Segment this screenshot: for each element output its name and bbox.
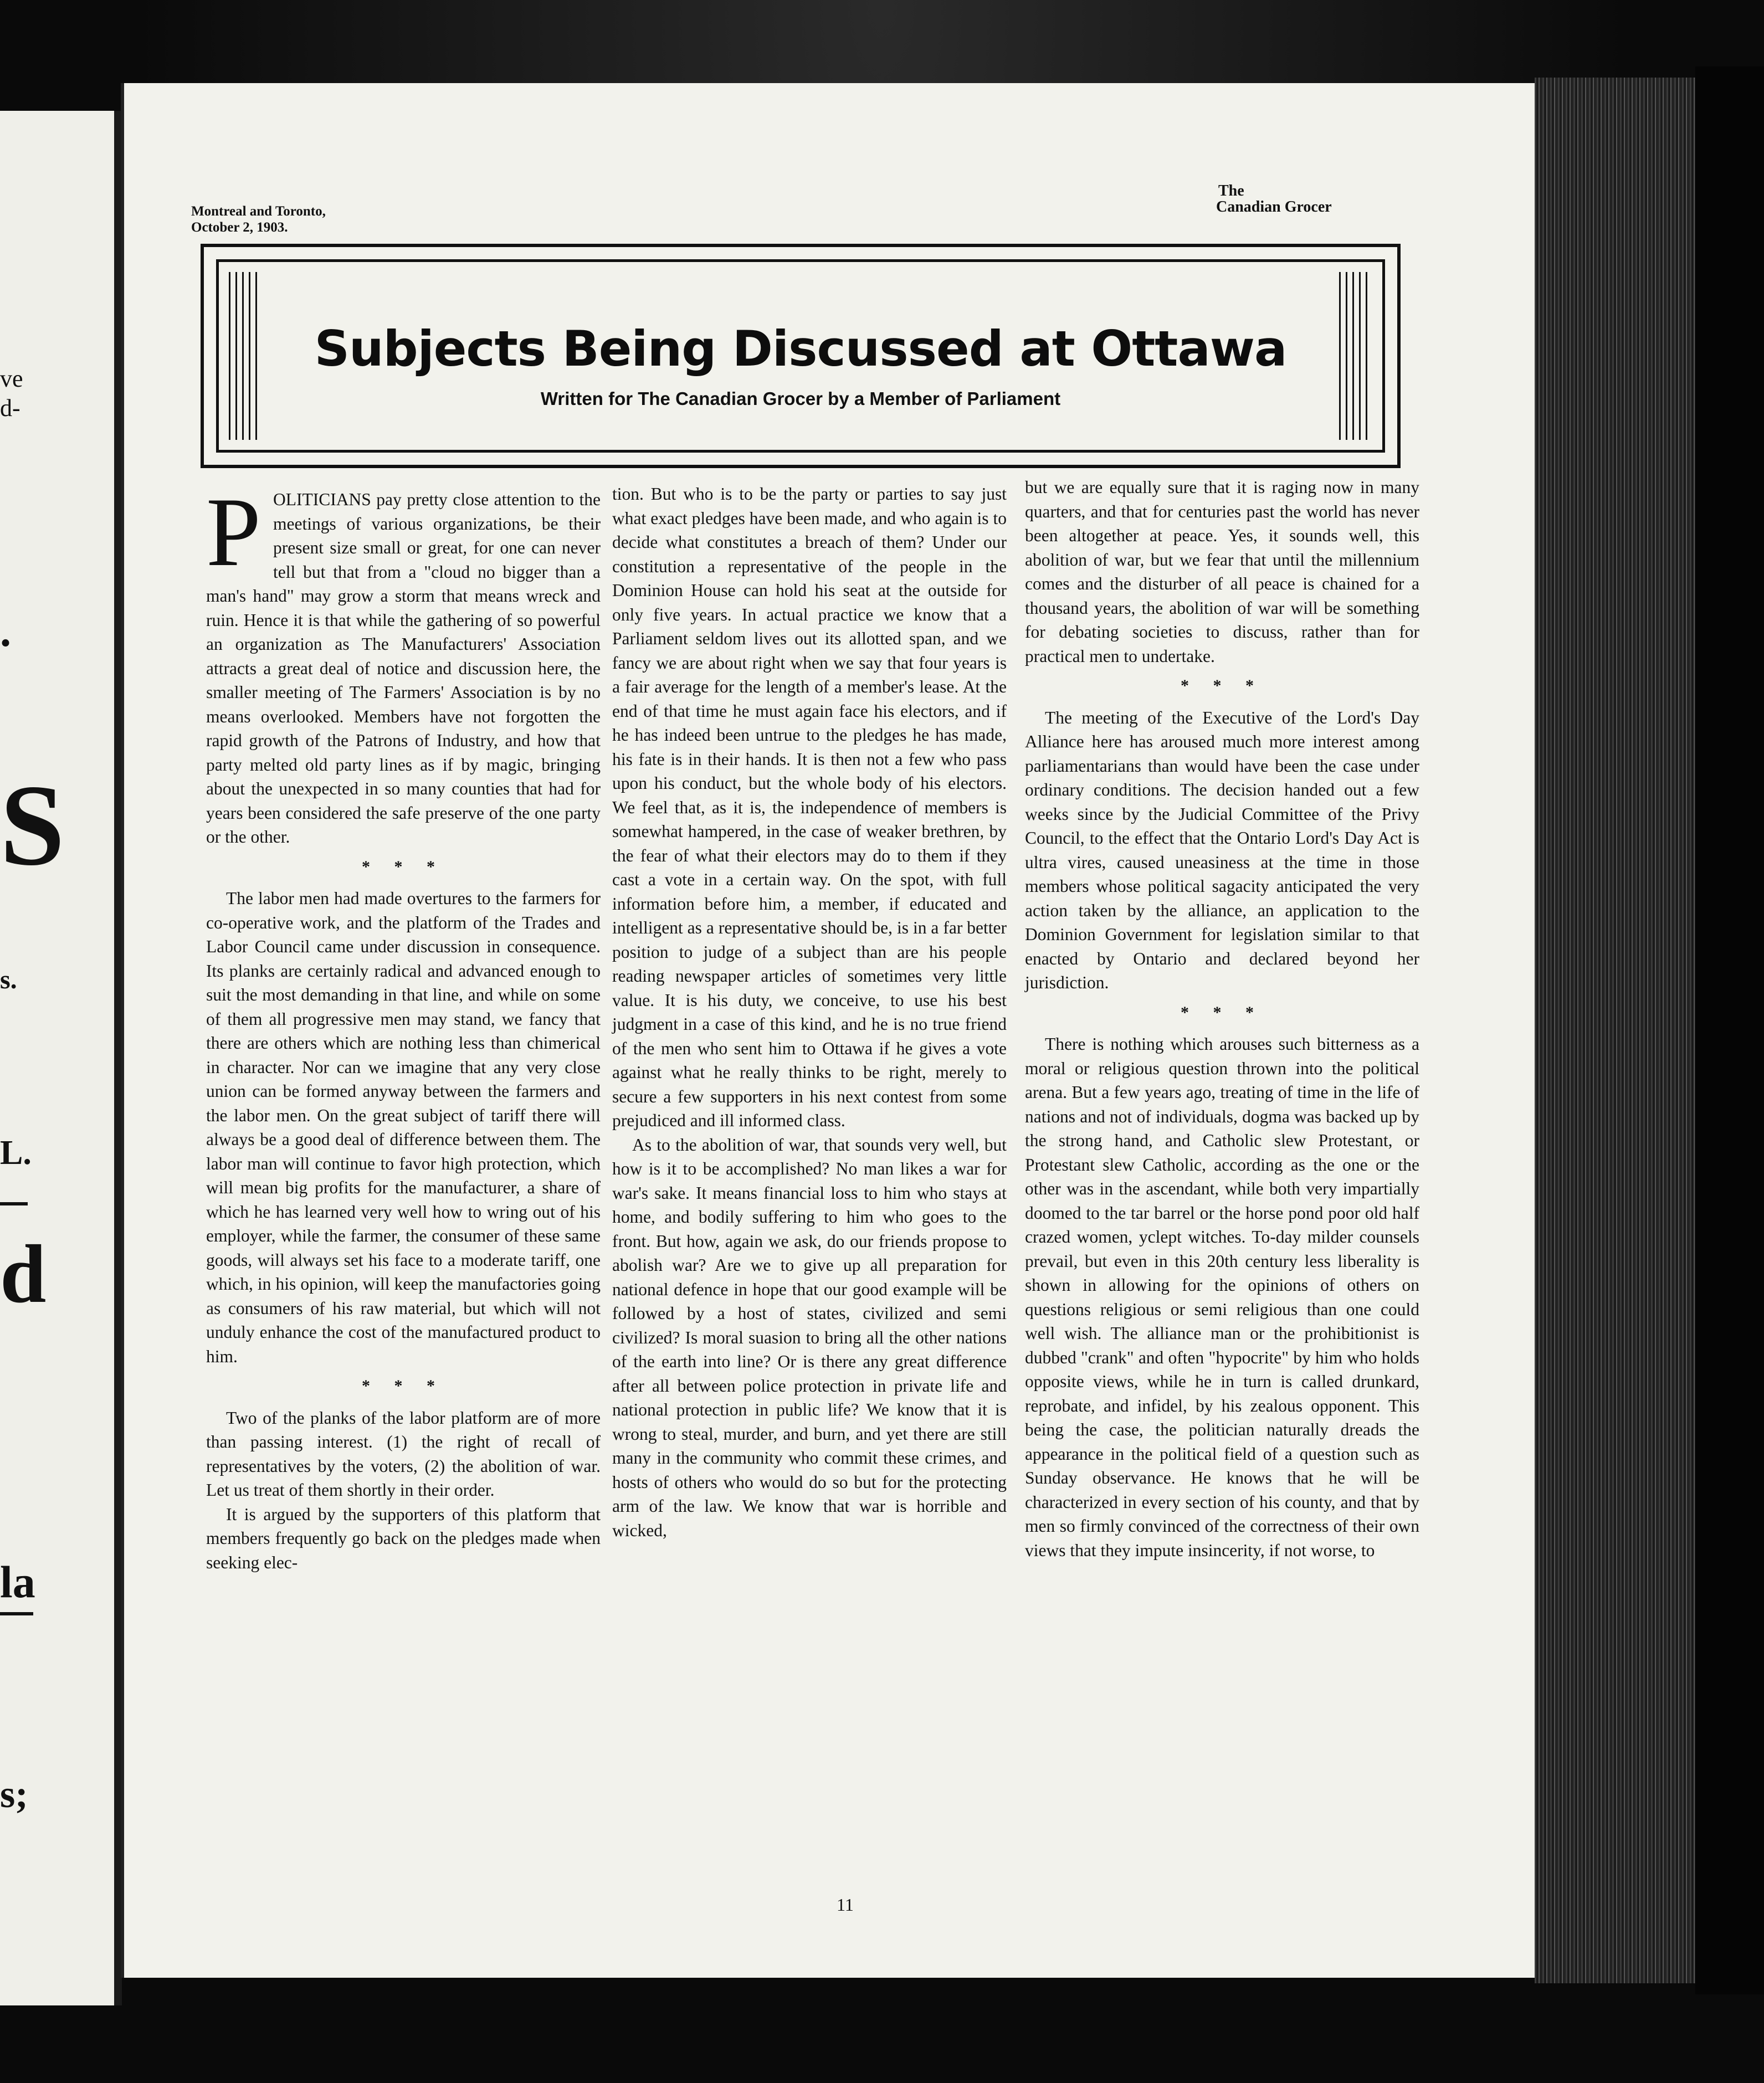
page-number: 11 (837, 1895, 854, 1915)
fragment-text: d (0, 1228, 47, 1320)
article-subtitle: Written for The Canadian Grocer by a Member of Parliament (540, 388, 1061, 409)
paragraph: POLITICIANS pay pretty close attention to the meetings of various organizations, be their present size small or great, for one can never tell but that from a "cloud no bigger than a man's hand" may grow a storm that means wreck and ruin. Hence it is that while the gathering of so powerful an organization as The Manufacturers' Association attracts a great deal of notice and discussion here, the smaller meeting of The Farmers' Association is by no means overlooked. Members have not forgotten the rapid growth of the Patrons of Industry, and how that party melted old party lines as if by magic, bringing about the unexpected in so many counties that had for years been considered the safe preserve of the one party or the other. (206, 477, 601, 846)
facing-page-fragment (0, 111, 121, 2005)
masthead-name: Canadian Grocer (1216, 198, 1332, 216)
fragment-text: s; (0, 1773, 28, 1816)
paragraph: tion. But who is to be the party or parties to say just what exact pledges have been made, and who again is to decide what constitutes a breach of them? Under our constitution a representative of the people in the Dominion House can hold his seat at the outside for only five years. In actual practice we know that a Parliament seldom lives out its allotted span, and we fancy we are about right when we say that four years is a fair average for the length of a member's lease. At the end of that time he must again face his electors, and if he has indeed been untrue to the pledges he has made, his fate is in their hands. It is then not a few who pass upon his conduct, but the whole body of his electors. We feel that, as it is, the independence of members is somewhat hampered, in the case of weaker brethren, by the fear of what their electors may do to them if they cast a vote in a certain way. On the spot, with full information before him, a member, if educated and intelligent as a representative should be, is in a far better position to judge of a subject than are his people reading newspaper articles of sometimes very little value. It is his duty, we conceive, to use his best judgment in a case of this kind, and he is no true friend of the men who sent him to Ottawa if he gives a vote against what he really thinks to be right, merely to secure a few supporters in his next contest from some prejudiced and ill informed class. (612, 484, 1007, 1130)
book-cover-edge (1695, 66, 1764, 1994)
dateline-date: October 2, 1903. (191, 219, 288, 235)
fragment-text: L. (0, 1134, 32, 1172)
paragraph: There is nothing which arouses such bitterness as a moral or religious question thrown into the political arena. But a few years ago, treating of time in the life of nations and not of individuals, dogma was backed up by the strong hand, and Catholic slew Protestant, or Protestant slew Catholic, according as the one or the other was in the ascendant, while both very impartially doomed to the tar barrel or the horse pond poor old half crazed women, yclept witches. To-day milder counsels prevail, but even in this 20th century less liberality is shown in allowing for the opinions of others on questions religious or semi religious than one could well wish. The alliance man or the prohibitionist is dubbed "crank" and often "hypocrite" by him who holds opposite views, while he in turn is called drunkard, reprobate, and infidel, by his zealous opponent. This being the case, the politician naturally dreads the appearance in the political field of a question such as Sunday observance. He knows that he will be characterized in every section of his county, and that by men so firmly convinced of the correctness of their own views that they impute insincerity, if not worse, to (1025, 1034, 1419, 1560)
fragment-rule (0, 1202, 28, 1205)
section-separator: * * * (362, 857, 445, 876)
section-separator: * * * (362, 1377, 445, 1395)
fragment-text: d- (0, 394, 20, 422)
dateline (191, 204, 326, 236)
paragraph: It is argued by the supporters of this platform that members frequently go back on the pledges made when seeking elec- (206, 1504, 601, 1572)
title-frame (201, 244, 1401, 468)
fragment-text: ve (0, 365, 23, 392)
fragment-text: la (0, 1557, 35, 1607)
paragraph: As to the abolition of war, that sounds very well, but how is it to be accomplished? No man likes a war for war's sake. It means financial loss to him who stays at home, and bodily suffering to him who goes to the front. But how, again we ask, do our friends propose to abolish war? Are we to give up all preparation for national defence in hope that our good example will be followed by a host of states, civilized and semi civilized? Is moral suasion to bring all the other nations of the earth into line? Or is there any great difference after all between police protection in private life and national protection in public life? We know that it is wrong to steal, murder, and burn, and yet there are still many in the community who commit these crimes, and hosts of others who would do so but for the protecting arm of the law. We know that war is horrible and wicked, (612, 1135, 1007, 1540)
article-title: Subjects Being Discussed at Ottawa (314, 320, 1287, 377)
section-separator: * * * (1181, 1003, 1264, 1022)
article-column-2 (612, 482, 1007, 1542)
dateline-place: Montreal and Toronto, (191, 204, 326, 219)
masthead (1216, 183, 1332, 216)
fragment-text: S (0, 761, 65, 890)
fragment-text: s. (0, 965, 17, 994)
paragraph: but we are equally sure that it is raging now in many quarters, and that for centuries past the world has never been altogether at peace. Yes, it sounds well, this abolition of war, but we fear that until the millennium comes and the disturber of all peace is chained for a thousand years, the abolition of war will be something for debating societies to discuss, rather than for practical men to undertake. (1025, 478, 1419, 666)
section-separator: * * * (1181, 676, 1264, 695)
paragraph: The meeting of the Executive of the Lord's Day Alliance here has aroused much more interest among parliamentarians than would have been the case under ordinary conditions. The decision handed out a few weeks since by the Judicial Committee of the Privy Council, to the effect that the Ontario Lord's Day Act is ultra vires, caused uneasiness at the time in those members whose political sagacity anticipated the very action taken by the alliance, an application to the Dominion Government for legislation similar to that enacted by Ontario and declared beyond her jurisdiction. (1025, 707, 1419, 992)
article-column-3 (1025, 475, 1419, 1562)
drop-cap: P (206, 477, 261, 587)
masthead-the: The (1218, 182, 1244, 199)
paragraph: The labor men had made overtures to the farmers for co-operative work, and the platform of the Trades and Labor Council came under discussion in consequence. Its planks are certainly radical and advanced enough to suit the most demanding in that line, and while on some of them all progressive men may stand, we fancy that there are others which are nothing less than chimerical in character. Nor can we imagine that any very close union can be formed anyway between the farmers and the labor men. On the great subject of tariff there will always be a good deal of difference between them. The labor man will continue to favor high protection, which will mean big profits for the manufacturer, a share of which he has learned very well how to wring out of his employer, while the farmer, the consumer of these same goods, will always set his face to a moderate tariff, one which, in his opinion, will keep the manufactories going as consumers of his raw material, but which will not unduly enhance the cost of the manufactured product to him. (206, 889, 601, 1366)
title-inner-frame (216, 259, 1385, 453)
article-column-1 (206, 477, 601, 1574)
fragment-text: . (0, 607, 11, 656)
fragment-rule (0, 1612, 33, 1615)
paragraph: Two of the planks of the labor platform are of more than passing interest. (1) the right of recall of representatives by the voters, (2) the abolition of war. Let us treat of them shortly in their order. (206, 1408, 601, 1500)
